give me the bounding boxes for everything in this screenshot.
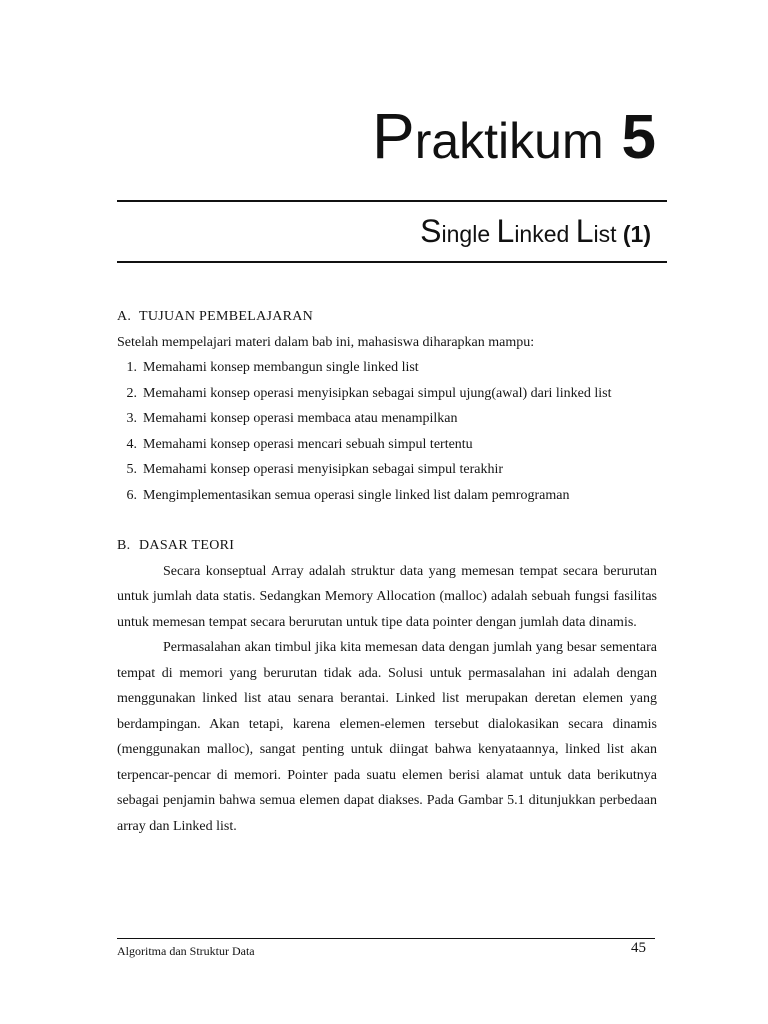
- list-item-number: 3.: [126, 411, 137, 426]
- section-a-title: TUJUAN PEMBELAJARAN: [139, 309, 314, 324]
- chapter-title-rest: raktikum: [414, 113, 604, 169]
- list-item-text: Memahami konsep membangun single linked list: [143, 360, 419, 375]
- section-a-heading: [117, 304, 657, 330]
- list-item-number: 1.: [126, 360, 137, 375]
- footer-book-title: Algoritma dan Struktur Data: [117, 944, 255, 958]
- title-rule-top: [117, 200, 667, 202]
- list-item-text: Memahami konsep operasi menyisipkan sebagai simpul terakhir: [143, 462, 504, 477]
- section-b-heading: [117, 533, 657, 559]
- chapter-subtitle: [420, 215, 651, 247]
- subtitle-word-2: inked: [514, 221, 570, 247]
- section-b-title: DASAR TEORI: [139, 538, 235, 553]
- section-b-letter: B.: [117, 538, 131, 553]
- list-item: [117, 406, 657, 432]
- chapter-title: [372, 100, 656, 172]
- title-rule-bottom: [117, 261, 667, 263]
- subtitle-number: (1): [622, 221, 651, 247]
- chapter-title-initial: P: [372, 100, 415, 172]
- theory-paragraph-2: Permasalahan akan timbul jika kita memesan data dengan jumlah yang besar sementara tempat di memori yang berurutan tidak ada. Solusi untuk permasalahan ini adalah dengan menggunakan linked list atau senara berantai. Linked list merupakan deretan elemen yang berdampingan. Akan tetapi, karena elemen-elemen tersebut dialokasikan secara dinamis (menggunakan malloc), sangat penting untuk diingat bahwa kenyataannya, linked list akan terpencar-pencar di memori. Pointer pada suatu elemen berisi alamat untuk data berikutnya sebagai penjamin bahwa semua elemen dapat diakses. Pada Gambar 5.1 ditunjukkan perbedaan array dan Linked list.: [117, 640, 657, 834]
- list-item-text: Memahami konsep operasi mencari sebuah simpul tertentu: [143, 436, 473, 452]
- document-body: [117, 304, 657, 839]
- list-item-text: Memahami konsep operasi membaca atau menampilkan: [143, 411, 458, 426]
- list-item-number: 2.: [126, 385, 137, 401]
- objectives-list: [117, 355, 657, 508]
- subtitle-initial-3: L: [575, 213, 594, 249]
- list-item-text: Memahami konsep operasi menyisipkan sebagai simpul ujung(awal) dari linked list: [143, 385, 612, 401]
- footer-rule: [117, 938, 655, 939]
- list-item: [117, 483, 657, 509]
- list-item-text: Mengimplementasikan semua operasi single linked list dalam pemrograman: [143, 487, 570, 503]
- subtitle-initial-1: S: [420, 213, 442, 249]
- page-number: 45: [631, 940, 646, 956]
- section-spacer: [117, 508, 657, 533]
- list-item: [117, 432, 657, 458]
- subtitle-word-3: ist: [593, 221, 617, 247]
- chapter-number: 5: [621, 103, 656, 172]
- list-item-number: 4.: [126, 436, 137, 452]
- list-item-number: 5.: [126, 462, 137, 477]
- subtitle-initial-2: L: [496, 213, 515, 249]
- list-item-number: 6.: [126, 487, 137, 503]
- list-item: [117, 457, 657, 483]
- list-item: [117, 355, 657, 381]
- list-item: [117, 381, 657, 407]
- subtitle-word-1: ingle: [441, 221, 491, 247]
- section-a-intro: Setelah mempelajari materi dalam bab ini, mahasiswa diharapkan mampu:: [117, 334, 535, 350]
- theory-paragraph-1: Secara konseptual Array adalah struktur data yang memesan tempat secara berurutan untuk jumlah data statis. Sedangkan Memory Allocation (malloc) adalah sebuah fungsi fasilitas untuk memesan tempat secara berurutan untuk tipe data pointer dengan jumlah data dinamis.: [117, 563, 657, 630]
- section-a-letter: A.: [117, 309, 132, 324]
